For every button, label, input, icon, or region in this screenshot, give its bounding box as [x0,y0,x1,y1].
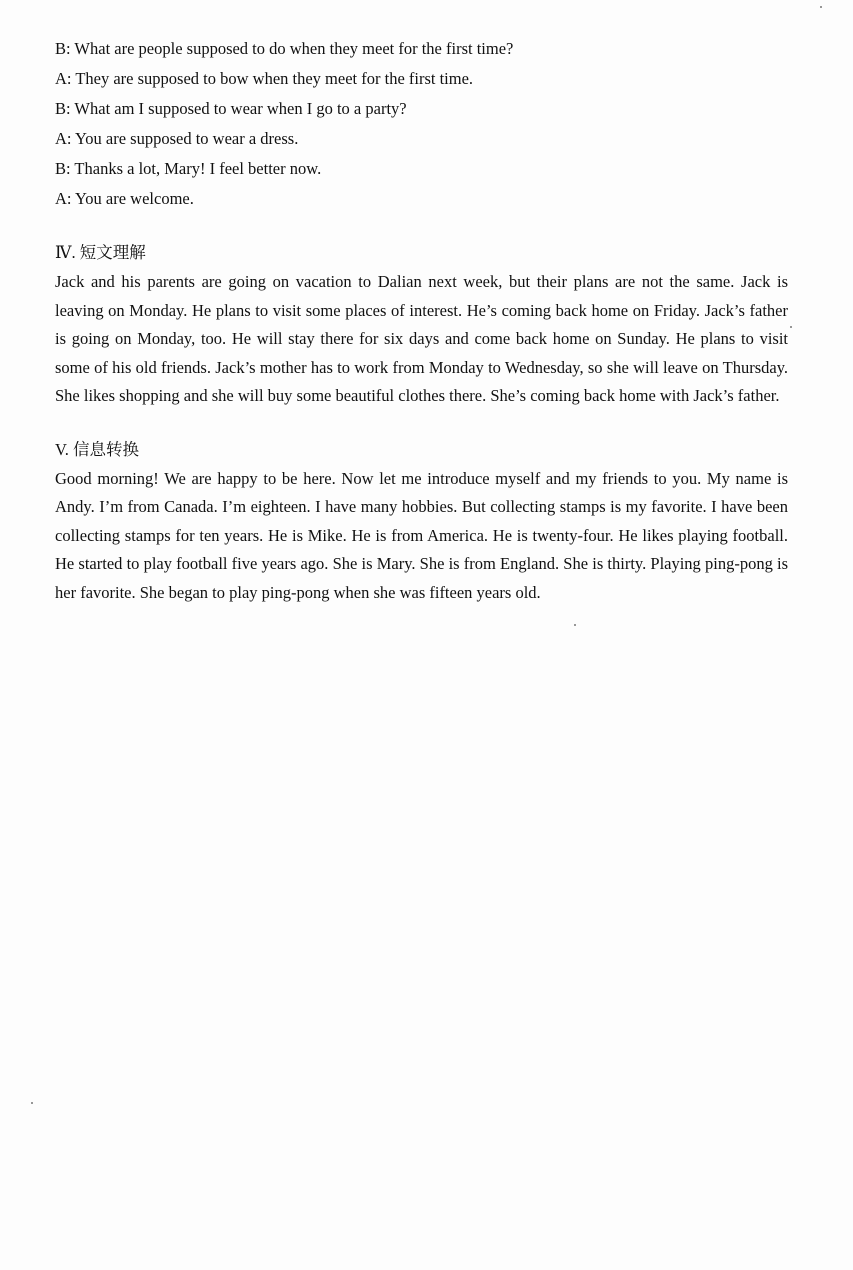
scan-speck [820,6,822,8]
dialogue [55,34,788,214]
section-information-transfer [55,435,788,608]
dialogue-line: B: What are people supposed to do when they meet for the first time? [55,39,514,58]
page-content [55,34,788,607]
passage-text: Jack and his parents are going on vacation to Dalian next week, but their plans are not the same. Jack is leaving on Monday. He plans to visit some places of interest. He’s coming back home on Friday. Jack’s father is going on Monday, too. He will stay there for six days and come back home on Sunday. He plans to visit some of his old friends. Jack’s mother has to work from Monday to Wednesday, so she will leave on Thursday. She likes shopping and she will buy some beautiful clothes there. She’s coming back home with Jack’s father. [55,272,788,405]
scan-speck [31,1102,33,1104]
scan-speck [574,624,576,626]
dialogue-line: B: Thanks a lot, Mary! I feel better now. [55,159,322,178]
section-heading: Ⅳ. 短文理解 [55,243,146,262]
passage-text: Good morning! We are happy to be here. Now let me introduce myself and my friends to you. My name is Andy. I’m from Canada. I’m eighteen. I have many hobbies. But collecting stamps is my favorite. I have been collecting stamps for ten years. He is Mike. He is from America. He is twenty-four. He likes playing football. He started to play football five years ago. She is Mary. She is from England. She is thirty. Playing ping-pong is her favorite. She began to play ping-pong when she was fifteen years old. [55,468,788,602]
dialogue-line: B: What am I supposed to wear when I go to a party? [55,99,407,118]
scan-speck [790,326,792,328]
dialogue-line: A: You are welcome. [55,189,194,208]
dialogue-line: A: They are supposed to bow when they meet for the first time. [55,69,474,88]
dialogue-line: A: You are supposed to wear a dress. [55,129,299,148]
section-reading-comprehension [55,238,788,411]
section-heading: V. 信息转换 [55,439,140,459]
